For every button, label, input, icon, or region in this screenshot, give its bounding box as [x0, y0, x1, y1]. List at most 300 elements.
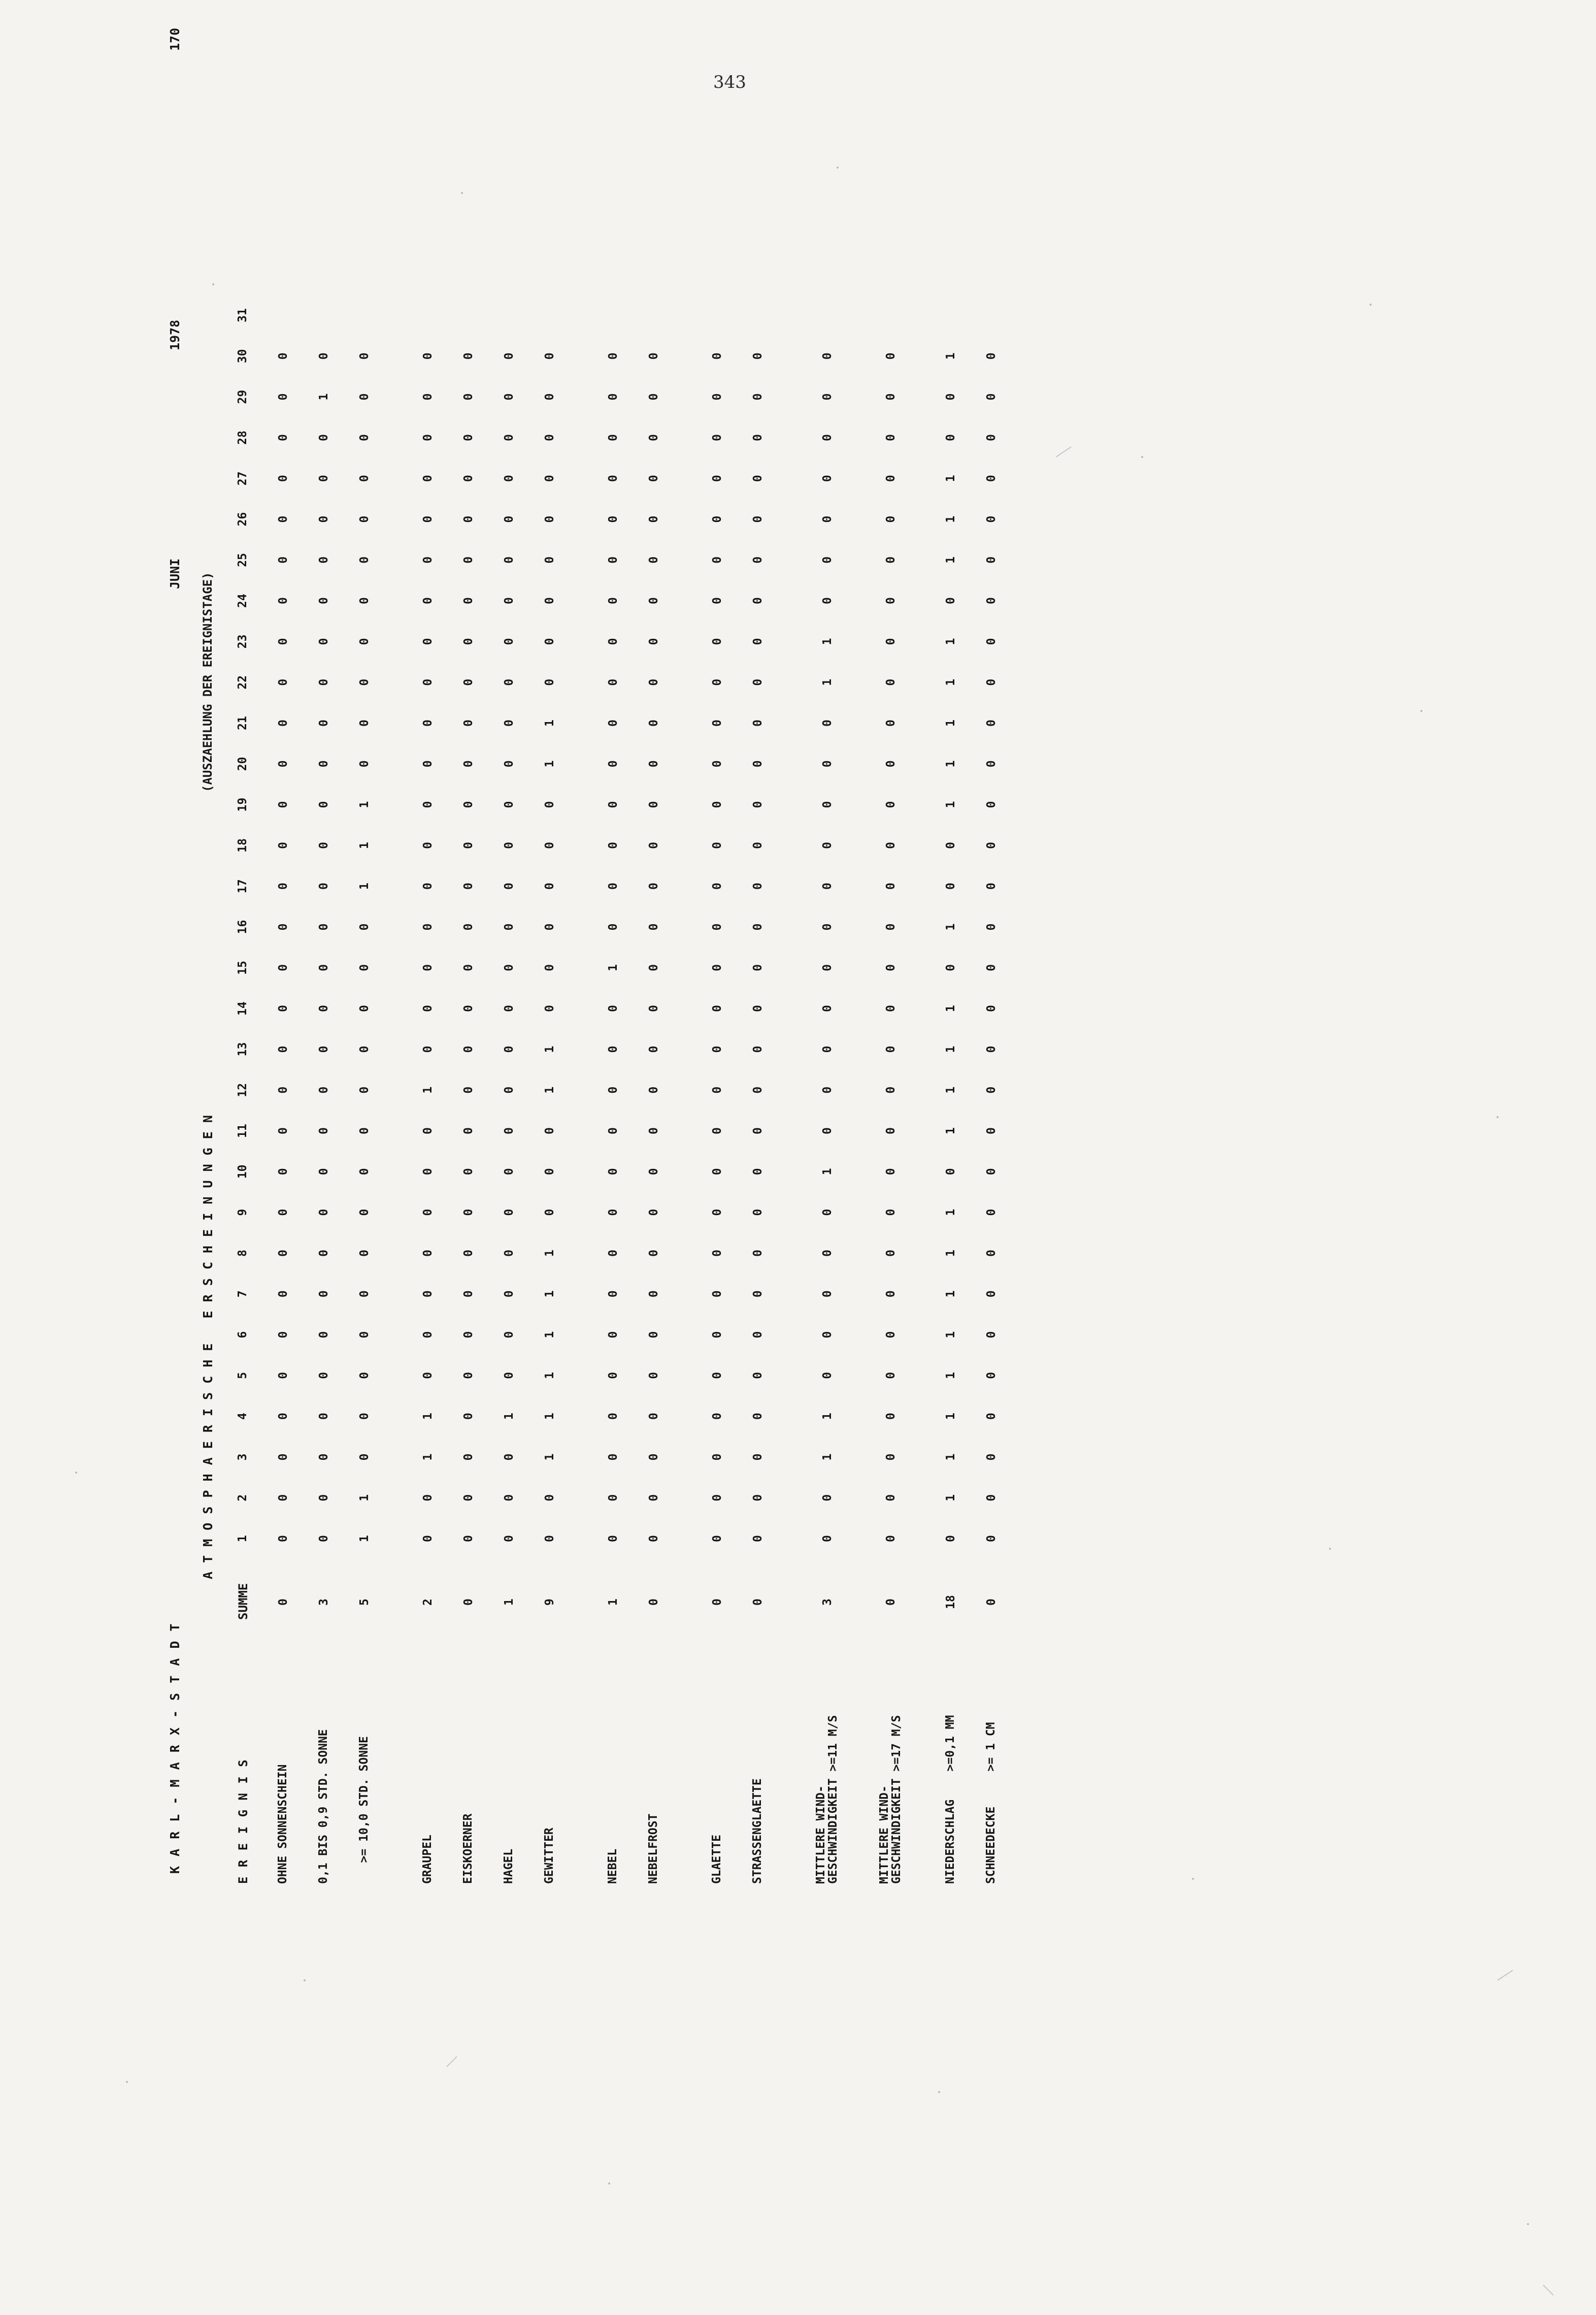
day-value-cell: 0	[821, 1372, 834, 1379]
sum-cell: 0	[462, 1599, 475, 1606]
day-value-cell: 0	[821, 841, 834, 849]
day-value-cell: 0	[821, 1209, 834, 1216]
day-value-cell: 0	[607, 883, 620, 890]
day-value-cell: 0	[751, 1290, 764, 1298]
day-value-cell: 0	[607, 556, 620, 564]
day-value-cell: 0	[751, 841, 764, 849]
day-value-cell: 0	[884, 515, 897, 523]
day-value-cell: 0	[462, 1413, 475, 1420]
day-value-cell: 1	[944, 1290, 957, 1298]
event-label: SCHNEEDECKE >= 1 CM	[984, 1722, 998, 1884]
day-value-cell: 0	[821, 597, 834, 605]
day-header: 21	[236, 716, 249, 730]
day-value-cell: 0	[985, 1535, 998, 1542]
day-value-cell: 1	[543, 1046, 556, 1053]
sum-cell: 18	[944, 1595, 957, 1609]
day-value-cell: 0	[647, 1535, 660, 1542]
day-value-cell: 0	[751, 352, 764, 360]
station-title: K A R L - M A R X - S T A D T	[168, 1622, 182, 1874]
day-value-cell: 0	[317, 1127, 330, 1134]
day-value-cell: 0	[884, 638, 897, 645]
day-value-cell: 0	[421, 515, 435, 523]
day-value-cell: 1	[944, 760, 957, 768]
day-value-cell: 0	[277, 1372, 290, 1379]
day-value-cell: 0	[884, 1209, 897, 1216]
day-value-cell: 0	[503, 678, 516, 686]
day-value-cell: 0	[985, 760, 998, 768]
day-value-cell: 0	[543, 352, 556, 360]
day-value-cell: 0	[607, 434, 620, 441]
day-value-cell: 0	[711, 1127, 724, 1134]
day-value-cell: 1	[543, 760, 556, 768]
day-value-cell: 0	[711, 1046, 724, 1053]
day-value-cell: 0	[543, 678, 556, 686]
day-value-cell: 1	[358, 801, 371, 808]
day-value-cell: 0	[944, 393, 957, 401]
day-value-cell: 0	[751, 1413, 764, 1420]
day-header: 9	[236, 1209, 249, 1216]
day-value-cell: 0	[503, 1372, 516, 1379]
day-value-cell: 0	[358, 475, 371, 482]
day-value-cell: 0	[607, 393, 620, 401]
day-value-cell: 0	[821, 1494, 834, 1502]
day-value-cell: 0	[607, 597, 620, 605]
day-header: 12	[236, 1083, 249, 1097]
day-value-cell: 0	[751, 475, 764, 482]
day-value-cell: 0	[647, 760, 660, 768]
day-value-cell: 1	[944, 1331, 957, 1339]
day-value-cell: 0	[607, 1453, 620, 1461]
day-value-cell: 0	[884, 434, 897, 441]
day-value-cell: 0	[421, 1290, 435, 1298]
day-value-cell: 0	[358, 556, 371, 564]
event-label: OHNE SONNENSCHEIN	[276, 1764, 289, 1884]
day-header: 5	[236, 1372, 249, 1379]
day-value-cell: 0	[821, 1086, 834, 1094]
day-value-cell: 0	[543, 475, 556, 482]
day-value-cell: 0	[317, 760, 330, 768]
day-value-cell: 0	[317, 1209, 330, 1216]
event-label: NEBELFROST	[647, 1813, 660, 1884]
day-value-cell: 0	[607, 1086, 620, 1094]
day-value-cell: 0	[751, 1331, 764, 1339]
day-value-cell: 0	[462, 923, 475, 931]
day-value-cell: 0	[821, 556, 834, 564]
day-header: 3	[236, 1453, 249, 1461]
day-value-cell: 0	[884, 1535, 897, 1542]
day-value-cell: 0	[884, 1127, 897, 1134]
day-value-cell: 0	[277, 1168, 290, 1176]
day-value-cell: 0	[711, 1494, 724, 1502]
day-value-cell: 0	[277, 1290, 290, 1298]
day-value-cell: 1	[543, 1372, 556, 1379]
day-value-cell: 0	[821, 1535, 834, 1542]
day-value-cell: 0	[711, 1005, 724, 1013]
day-value-cell: 0	[277, 1535, 290, 1542]
day-value-cell: 0	[944, 597, 957, 605]
day-value-cell: 0	[711, 597, 724, 605]
day-value-cell: 0	[543, 638, 556, 645]
day-value-cell: 0	[503, 923, 516, 931]
day-value-cell: 0	[711, 1453, 724, 1461]
day-value-cell: 0	[711, 475, 724, 482]
day-value-cell: 0	[317, 556, 330, 564]
day-value-cell: 0	[607, 475, 620, 482]
day-value-cell: 0	[358, 1331, 371, 1339]
day-value-cell: 0	[503, 515, 516, 523]
day-value-cell: 0	[607, 1331, 620, 1339]
event-label: STRASSENGLAETTE	[751, 1778, 764, 1884]
day-value-cell: 0	[711, 1535, 724, 1542]
day-value-cell: 0	[821, 352, 834, 360]
day-value-cell: 0	[277, 597, 290, 605]
day-header: 15	[236, 960, 249, 975]
day-value-cell: 1	[944, 1413, 957, 1420]
day-value-cell: 0	[751, 801, 764, 808]
day-value-cell: 0	[462, 1209, 475, 1216]
day-value-cell: 0	[711, 434, 724, 441]
day-value-cell: 0	[711, 638, 724, 645]
day-value-cell: 0	[884, 1413, 897, 1420]
day-value-cell: 0	[647, 841, 660, 849]
page-number: 343	[713, 72, 746, 92]
day-value-cell: 0	[543, 556, 556, 564]
day-value-cell: 0	[647, 720, 660, 727]
day-value-cell: 0	[647, 1372, 660, 1379]
day-value-cell: 0	[985, 393, 998, 401]
day-value-cell: 0	[421, 352, 435, 360]
day-value-cell: 0	[543, 1209, 556, 1216]
day-value-cell: 0	[821, 720, 834, 727]
day-value-cell: 0	[821, 1249, 834, 1257]
day-value-cell: 0	[462, 1453, 475, 1461]
day-value-cell: 0	[751, 760, 764, 768]
day-value-cell: 0	[607, 1494, 620, 1502]
day-value-cell: 0	[985, 556, 998, 564]
day-value-cell: 0	[821, 1005, 834, 1013]
day-value-cell: 0	[711, 923, 724, 931]
event-label: EISKOERNER	[461, 1813, 475, 1884]
day-value-cell: 0	[503, 1331, 516, 1339]
sum-cell: 0	[711, 1599, 724, 1606]
day-value-cell: 0	[711, 1249, 724, 1257]
day-value-cell: 0	[462, 760, 475, 768]
day-value-cell: 0	[647, 1331, 660, 1339]
day-value-cell: 1	[944, 556, 957, 564]
day-value-cell: 0	[884, 1249, 897, 1257]
day-value-cell: 0	[944, 434, 957, 441]
day-value-cell: 0	[317, 638, 330, 645]
day-value-cell: 0	[985, 638, 998, 645]
day-value-cell: 0	[607, 1290, 620, 1298]
day-value-cell: 0	[607, 638, 620, 645]
day-value-cell: 0	[277, 1005, 290, 1013]
day-value-cell: 0	[277, 1249, 290, 1257]
day-value-cell: 0	[503, 1494, 516, 1502]
day-value-cell: 0	[462, 1290, 475, 1298]
day-value-cell: 0	[985, 1005, 998, 1013]
day-value-cell: 0	[985, 1086, 998, 1094]
sum-cell: 0	[884, 1599, 897, 1606]
day-value-cell: 0	[985, 1046, 998, 1053]
year-label: 1978	[168, 319, 182, 350]
day-value-cell: 0	[647, 1249, 660, 1257]
day-value-cell: 0	[317, 964, 330, 971]
day-value-cell: 0	[751, 678, 764, 686]
day-value-cell: 0	[317, 1372, 330, 1379]
day-value-cell: 0	[647, 556, 660, 564]
day-value-cell: 1	[944, 923, 957, 931]
day-value-cell: 0	[711, 1168, 724, 1176]
day-value-cell: 1	[358, 841, 371, 849]
day-value-cell: 0	[985, 1249, 998, 1257]
day-value-cell: 0	[462, 393, 475, 401]
day-value-cell: 1	[543, 1453, 556, 1461]
day-value-cell: 0	[358, 1127, 371, 1134]
day-value-cell: 0	[751, 1005, 764, 1013]
day-value-cell: 0	[884, 678, 897, 686]
sum-cell: 1	[503, 1599, 516, 1606]
day-value-cell: 0	[543, 923, 556, 931]
day-value-cell: 1	[543, 1331, 556, 1339]
day-value-cell: 0	[317, 1086, 330, 1094]
day-header: 28	[236, 431, 249, 445]
day-header: 1	[236, 1535, 249, 1542]
day-value-cell: 0	[884, 1046, 897, 1053]
day-header: 11	[236, 1124, 249, 1138]
day-value-cell: 0	[821, 1046, 834, 1053]
day-header: 19	[236, 797, 249, 812]
page-code: 170	[168, 27, 182, 51]
day-value-cell: 0	[277, 1453, 290, 1461]
day-value-cell: 0	[358, 720, 371, 727]
day-value-cell: 0	[277, 841, 290, 849]
day-value-cell: 0	[543, 1494, 556, 1502]
day-header: 7	[236, 1290, 249, 1298]
day-value-cell: 0	[503, 964, 516, 971]
day-value-cell: 0	[503, 801, 516, 808]
day-value-cell: 0	[317, 801, 330, 808]
day-value-cell: 0	[711, 883, 724, 890]
day-value-cell: 0	[985, 434, 998, 441]
day-value-cell: 1	[543, 1086, 556, 1094]
day-value-cell: 0	[421, 1127, 435, 1134]
day-value-cell: 0	[421, 760, 435, 768]
day-value-cell: 0	[277, 1209, 290, 1216]
day-value-cell: 0	[317, 597, 330, 605]
day-value-cell: 0	[607, 1209, 620, 1216]
event-label: MITTLERE WIND- GESCHWINDIGKEIT >=17 M/S	[878, 1715, 903, 1884]
day-value-cell: 0	[821, 475, 834, 482]
day-value-cell: 0	[647, 1127, 660, 1134]
day-value-cell: 0	[421, 475, 435, 482]
event-label: GLAETTE	[710, 1835, 723, 1884]
day-header: 29	[236, 389, 249, 404]
day-value-cell: 0	[647, 1086, 660, 1094]
day-value-cell: 0	[647, 1290, 660, 1298]
day-value-cell: 0	[462, 1127, 475, 1134]
day-header: 30	[236, 349, 249, 364]
day-value-cell: 0	[358, 1290, 371, 1298]
day-value-cell: 0	[647, 475, 660, 482]
day-value-cell: 0	[462, 1494, 475, 1502]
day-value-cell: 0	[462, 678, 475, 686]
day-value-cell: 0	[647, 393, 660, 401]
day-value-cell: 0	[421, 1372, 435, 1379]
day-header: 10	[236, 1164, 249, 1179]
day-value-cell: 0	[985, 883, 998, 890]
day-value-cell: 0	[277, 352, 290, 360]
day-value-cell: 0	[985, 597, 998, 605]
day-value-cell: 0	[647, 352, 660, 360]
day-value-cell: 0	[647, 964, 660, 971]
day-value-cell: 0	[503, 352, 516, 360]
day-value-cell: 1	[944, 638, 957, 645]
day-value-cell: 0	[884, 1331, 897, 1339]
day-header: 20	[236, 757, 249, 771]
day-value-cell: 0	[503, 597, 516, 605]
day-value-cell: 0	[884, 883, 897, 890]
day-value-cell: 0	[358, 597, 371, 605]
day-value-cell: 0	[503, 1168, 516, 1176]
day-value-cell: 0	[277, 883, 290, 890]
day-value-cell: 0	[607, 801, 620, 808]
sum-cell: 2	[421, 1599, 435, 1606]
day-value-cell: 1	[358, 1494, 371, 1502]
day-value-cell: 0	[751, 1209, 764, 1216]
day-header: 16	[236, 920, 249, 934]
day-value-cell: 0	[358, 923, 371, 931]
day-value-cell: 0	[884, 760, 897, 768]
day-value-cell: 0	[607, 1413, 620, 1420]
sum-cell: 0	[647, 1599, 660, 1606]
day-value-cell: 0	[317, 923, 330, 931]
day-value-cell: 0	[277, 393, 290, 401]
day-value-cell: 0	[503, 883, 516, 890]
day-value-cell: 0	[751, 597, 764, 605]
day-value-cell: 0	[503, 1249, 516, 1257]
day-header: 4	[236, 1413, 249, 1420]
day-value-cell: 0	[985, 352, 998, 360]
day-value-cell: 0	[358, 1005, 371, 1013]
day-value-cell: 0	[317, 1413, 330, 1420]
day-value-cell: 0	[503, 760, 516, 768]
day-value-cell: 0	[884, 1453, 897, 1461]
day-value-cell: 0	[317, 678, 330, 686]
day-value-cell: 1	[944, 1086, 957, 1094]
day-value-cell: 0	[317, 515, 330, 523]
day-value-cell: 0	[647, 923, 660, 931]
day-value-cell: 0	[711, 964, 724, 971]
day-value-cell: 1	[543, 1413, 556, 1420]
day-value-cell: 0	[607, 1249, 620, 1257]
day-value-cell: 0	[884, 1290, 897, 1298]
day-value-cell: 0	[607, 1046, 620, 1053]
day-value-cell: 0	[751, 923, 764, 931]
day-value-cell: 0	[751, 515, 764, 523]
day-value-cell: 0	[358, 515, 371, 523]
day-value-cell: 1	[543, 720, 556, 727]
day-value-cell: 0	[884, 1086, 897, 1094]
day-value-cell: 0	[421, 923, 435, 931]
day-value-cell: 0	[358, 352, 371, 360]
day-value-cell: 0	[607, 841, 620, 849]
day-value-cell: 0	[503, 1535, 516, 1542]
day-value-cell: 0	[277, 1046, 290, 1053]
day-value-cell: 0	[985, 1209, 998, 1216]
day-value-cell: 0	[421, 1494, 435, 1502]
day-value-cell: 0	[711, 515, 724, 523]
day-value-cell: 1	[944, 1249, 957, 1257]
day-value-cell: 0	[751, 1494, 764, 1502]
event-label: MITTLERE WIND- GESCHWINDIGKEIT >=11 M/S	[814, 1715, 840, 1884]
day-value-cell: 1	[821, 638, 834, 645]
day-value-cell: 0	[277, 720, 290, 727]
day-value-cell: 1	[543, 1290, 556, 1298]
day-value-cell: 0	[462, 1331, 475, 1339]
day-value-cell: 0	[647, 515, 660, 523]
day-value-cell: 0	[985, 475, 998, 482]
day-header: 31	[236, 308, 249, 322]
day-value-cell: 0	[985, 1331, 998, 1339]
day-value-cell: 0	[884, 923, 897, 931]
day-value-cell: 0	[317, 1494, 330, 1502]
day-value-cell: 0	[607, 760, 620, 768]
day-value-cell: 0	[821, 801, 834, 808]
day-value-cell: 0	[884, 801, 897, 808]
sum-cell: 0	[751, 1599, 764, 1606]
day-value-cell: 1	[944, 1494, 957, 1502]
sum-cell: 9	[543, 1599, 556, 1606]
day-value-cell: 0	[751, 720, 764, 727]
day-value-cell: 0	[462, 1168, 475, 1176]
sum-cell: 3	[317, 1599, 330, 1606]
day-value-cell: 0	[543, 597, 556, 605]
day-value-cell: 0	[985, 1127, 998, 1134]
day-value-cell: 0	[358, 964, 371, 971]
day-value-cell: 0	[503, 556, 516, 564]
day-value-cell: 0	[884, 1005, 897, 1013]
day-value-cell: 0	[711, 1372, 724, 1379]
day-value-cell: 0	[647, 1168, 660, 1176]
day-value-cell: 0	[503, 720, 516, 727]
day-value-cell: 0	[985, 515, 998, 523]
day-value-cell: 0	[607, 515, 620, 523]
day-value-cell: 0	[711, 678, 724, 686]
day-value-cell: 0	[751, 1372, 764, 1379]
day-value-cell: 0	[462, 352, 475, 360]
day-value-cell: 1	[821, 678, 834, 686]
day-value-cell: 0	[711, 720, 724, 727]
day-value-cell: 1	[821, 1453, 834, 1461]
day-value-cell: 0	[751, 638, 764, 645]
day-value-cell: 0	[751, 883, 764, 890]
day-value-cell: 0	[317, 352, 330, 360]
day-value-cell: 0	[647, 1494, 660, 1502]
day-value-cell: 0	[462, 475, 475, 482]
day-value-cell: 1	[944, 1453, 957, 1461]
day-value-cell: 0	[277, 556, 290, 564]
day-value-cell: 0	[751, 1168, 764, 1176]
day-value-cell: 0	[462, 1005, 475, 1013]
event-label: GRAUPEL	[421, 1835, 434, 1884]
day-value-cell: 0	[421, 1249, 435, 1257]
day-value-cell: 0	[358, 1453, 371, 1461]
day-value-cell: 0	[607, 1168, 620, 1176]
day-header: 24	[236, 594, 249, 608]
day-value-cell: 0	[317, 1535, 330, 1542]
day-value-cell: 0	[503, 475, 516, 482]
